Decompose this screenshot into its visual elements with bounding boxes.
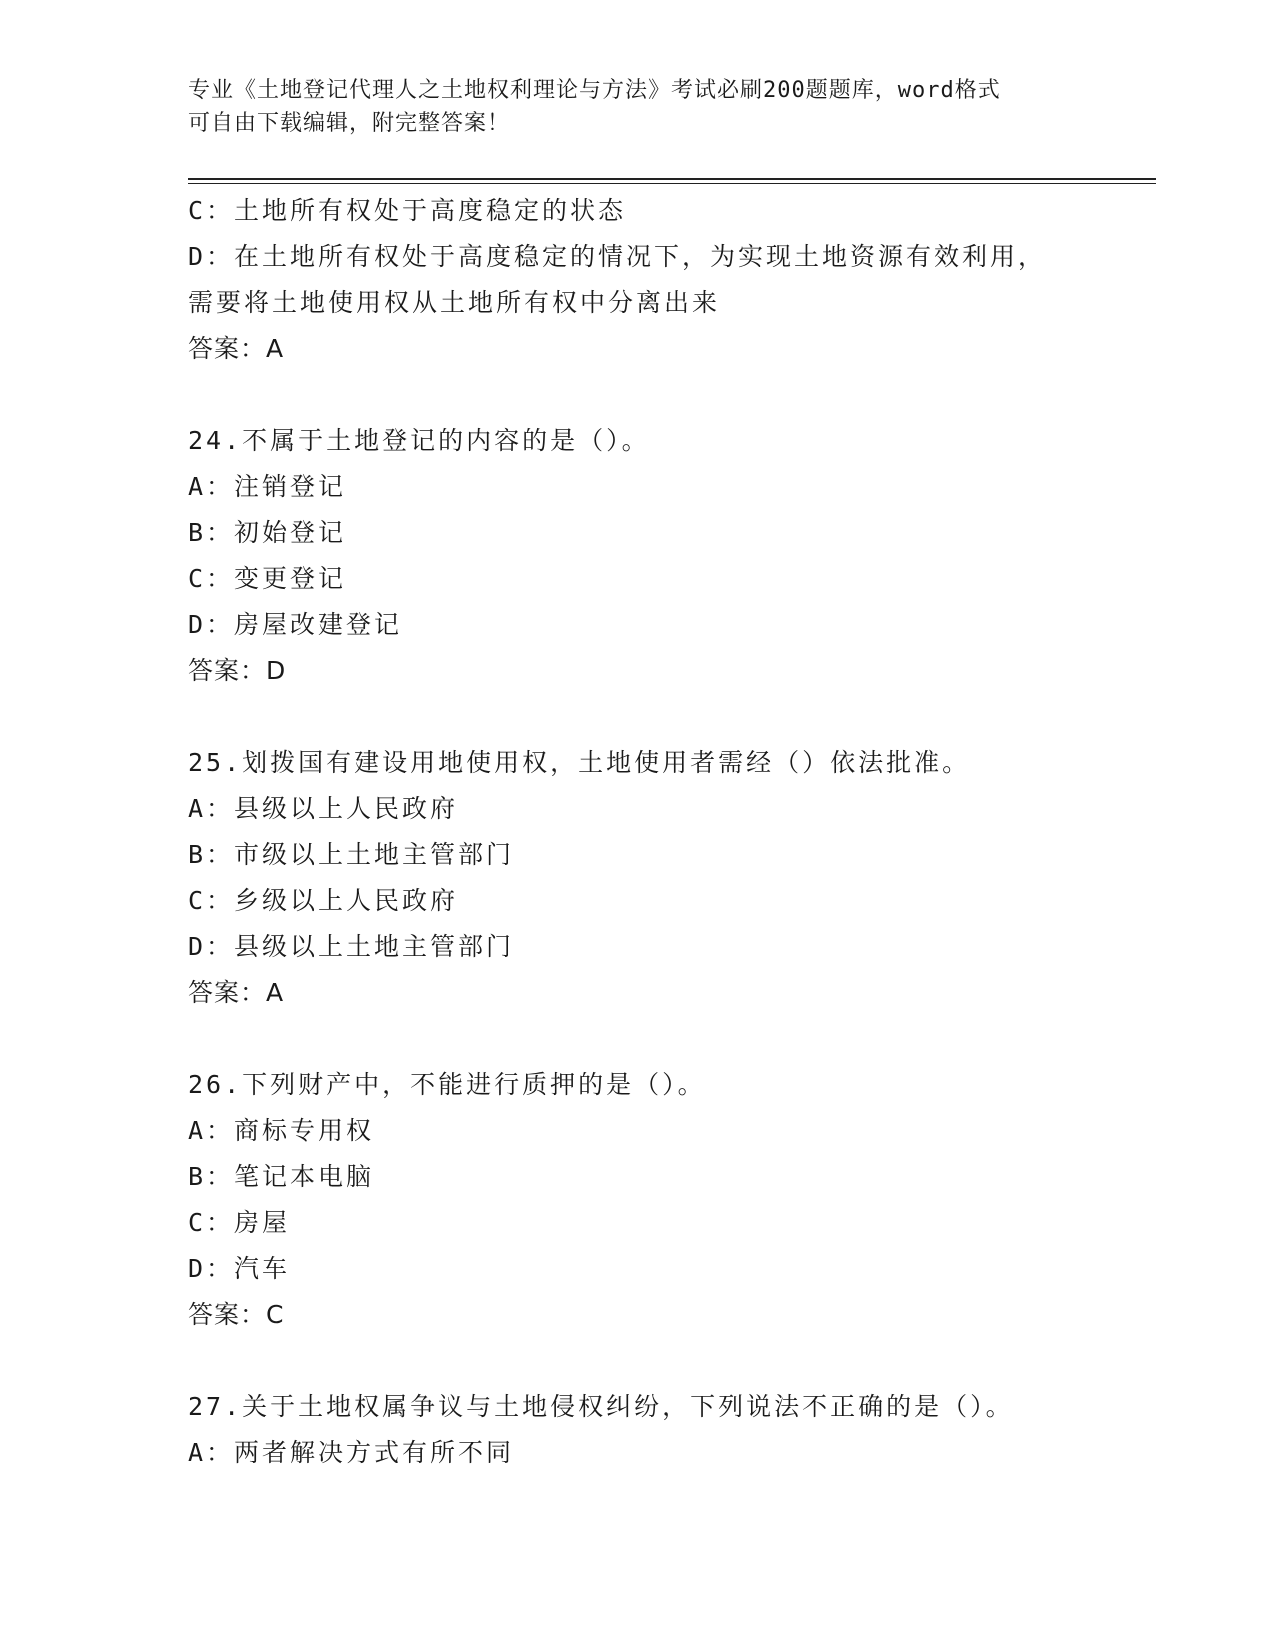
question-stem: 26.下列财产中，不能进行质押的是（）。 [188,1070,706,1099]
option-d: D：汽车 [188,1254,291,1283]
answer-line: 答案：A [188,978,285,1007]
question-26 [188,1062,1088,1338]
option-b: B：笔记本电脑 [188,1162,375,1191]
question-stem: 25.划拨国有建设用地使用权，土地使用者需经（）依法批准。 [188,748,971,777]
option-d: D：房屋改建登记 [188,610,403,639]
header-line-1: 专业《土地登记代理人之土地权利理论与方法》考试必刷200题题库，word格式 [188,78,1001,103]
option-a: A：商标专用权 [188,1116,375,1145]
question-stem: 24.不属于土地登记的内容的是（）。 [188,426,650,455]
question-list [188,188,1088,1476]
header-line-2: 可自由下载编辑，附完整答案！ [188,111,511,136]
option-c: C：房屋 [188,1208,291,1237]
option-d-line-2: 需要将土地使用权从土地所有权中分离出来 [188,288,721,317]
header-divider-thin [188,183,1156,184]
option-b: B：初始登记 [188,518,347,547]
question-25 [188,740,1088,1016]
answer-line: 答案：D [188,656,287,685]
option-a: A：两者解决方式有所不同 [188,1438,515,1467]
option-c: C：乡级以上人民政府 [188,886,459,915]
option-c: C：变更登记 [188,564,347,593]
option-a: A：注销登记 [188,472,347,501]
option-b: B：市级以上土地主管部门 [188,840,515,869]
document-header [188,74,1088,140]
answer-line: 答案：C [188,1300,285,1329]
question-stem: 27.关于土地权属争议与土地侵权纠纷，下列说法不正确的是（）。 [188,1392,1014,1421]
option-d: D：县级以上土地主管部门 [188,932,515,961]
question-27 [188,1384,1088,1476]
option-d-line-1: D：在土地所有权处于高度稳定的情况下，为实现土地资源有效利用， [188,242,1047,271]
option-a: A：县级以上人民政府 [188,794,459,823]
question-23-continuation [188,188,1088,372]
answer-line: 答案：A [188,334,285,363]
option-c: C：土地所有权处于高度稳定的状态 [188,196,627,225]
header-divider-thick [188,178,1156,180]
question-24 [188,418,1088,694]
